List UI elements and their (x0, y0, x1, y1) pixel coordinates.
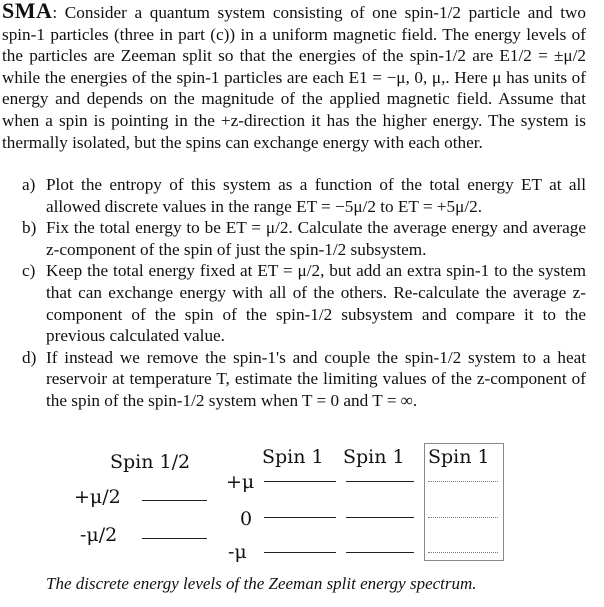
spin-one-c3-minus-line (428, 552, 498, 553)
spin-half-title: Spin 1/2 (110, 451, 191, 473)
spin-one-level-minus-label: -μ (228, 541, 247, 563)
part-b-label: b) (22, 218, 37, 238)
spin-one-c2-minus-line (346, 552, 414, 553)
part-b-text: Fix the total energy to be ET = μ/2. Calculate the average energy and average z-component of the spin of just the spin-1/2 subsystem. (46, 218, 586, 259)
figure-caption: The discrete energy levels of the Zeeman split energy spectrum. (46, 574, 477, 593)
part-a-text: Plot the entropy of this system as a function of the total energy ET at all allowed discrete values in the range ET = −5μ/2 to ET = +5μ/2. (46, 175, 586, 216)
spin-one-c2-zero-line (346, 517, 414, 518)
spin-one-c2-plus-line (346, 481, 414, 482)
spin-one-level-zero-label: 0 (240, 508, 253, 530)
spin-one-level-plus-label: +μ (226, 471, 255, 493)
part-d-text: If instead we remove the spin-1's and couple the spin-1/2 system to a heat reservoir at temperature T, estimate the limiting values of the z-component of the spin of the spin-1/2 system when T = 0 and T = ∞. (46, 347, 586, 410)
spin-half-level-up-line (142, 500, 207, 501)
spin-one-c1-plus-line (264, 481, 336, 482)
spin-one-c1-zero-line (264, 517, 336, 518)
problem-heading: SMA (2, 0, 53, 23)
spin-one-title-3: Spin 1 (428, 446, 490, 468)
spin-one-c3-plus-line (428, 481, 498, 482)
part-c-label: c) (22, 261, 36, 281)
spin-half-level-up-label: +μ/2 (74, 486, 121, 508)
spin-half-level-down-label: -μ/2 (80, 524, 118, 546)
spin-half-level-down-line (142, 538, 207, 539)
spin-one-c1-minus-line (264, 552, 336, 553)
part-a-label: a) (22, 175, 36, 194)
spin-one-title-2: Spin 1 (343, 446, 405, 468)
spin-one-c3-zero-line (428, 517, 498, 518)
part-c-text: Keep the total energy fixed at ET = μ/2, but add an extra spin-1 to the system that can exchange energy with all of the others. Re-calculate the average z-component of the spin of the spin-1/2 subsystem and compare it to the previous calculated value. (46, 261, 586, 346)
intro-text: : Consider a quantum system consisting of one spin-1/2 particle and two spin-1 particles (three in part (c)) in a uniform magnetic field. The energy levels of the particles are Zeeman split so that the energies of the spin-1/2 are E1/2 = ±μ/2 while the energies of the spin-1 particles are each E1 = −μ, 0, μ,. Here μ has units of energy and depends on the magnitude of the applied magnetic field. Assume that when a spin is pointing in the +z-direction it has the higher energy. The system is thermally isolated, but the spins can exchange energy with each other. (2, 3, 586, 152)
part-d-label: d) (22, 347, 37, 367)
spin-one-title-1: Spin 1 (262, 446, 324, 468)
